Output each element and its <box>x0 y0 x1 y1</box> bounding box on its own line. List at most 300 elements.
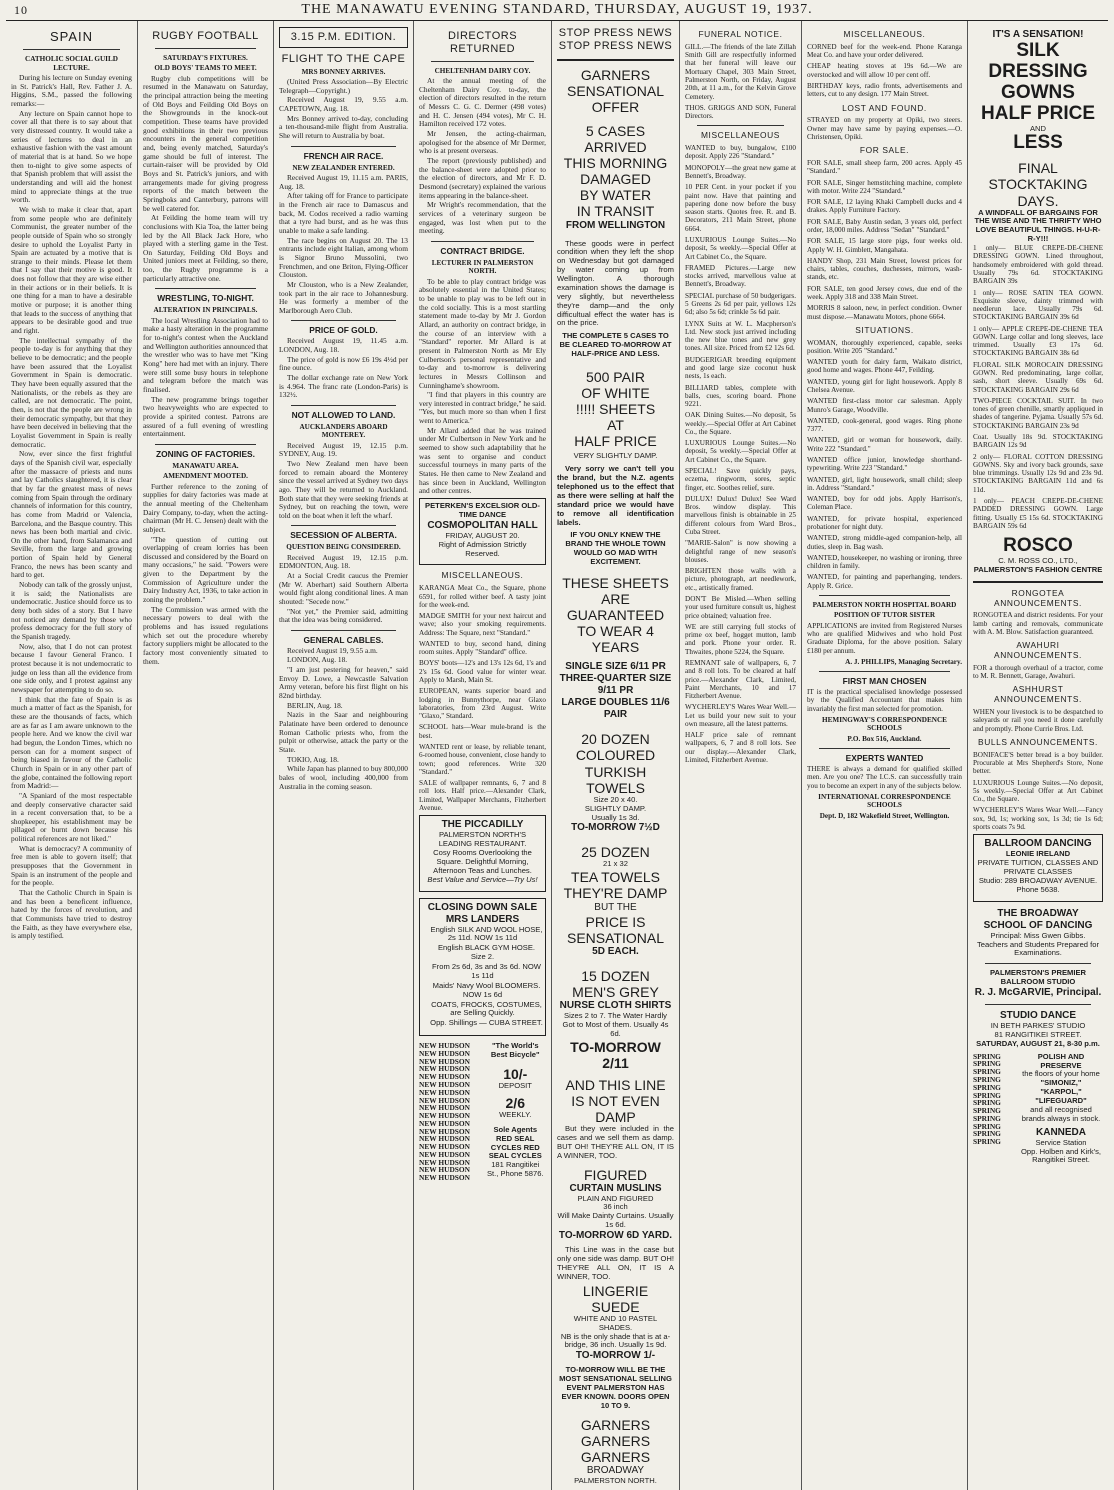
masthead-title: THE MANAWATU EVENING STANDARD, THURSDAY, AUGUST 19, 1937. <box>301 2 813 17</box>
ad-garners-intro: These goods were in perfect condition when they left the shop on Wednesday but got damaged by water coming up from Wellington. A thorough examination shows the damage is very slightly, but nevertheless they're damp—and the only difficultual effect the water has is on the price. <box>557 238 674 328</box>
funeral-text: THOS. GRIGGS AND SON, Funeral Directors. <box>685 103 796 121</box>
studio-date: SATURDAY, AUGUST 21, 8-30 p.m. <box>976 1038 1100 1048</box>
classified-ad: WANTED rent or lease, by reliable tenant, 6-roomed house, convenient, close handy to town; good references. Write 320 "Standard." <box>419 743 546 776</box>
classified-ad: DULUX! Dulux! Dulux! See Ward Bros. window display. This marvellous finish is obtainable in 25 different colours from Ward Bros., Cuba Street. <box>685 494 796 536</box>
article-paragraph: Two New Zealand men have been forced to remain aboard the Monterey since the vessel arrived at Sydney two days ago. They will be returned to Auckland. Both state that they were seeking friends at Sydney, but on reaching the town, were told on the boat when it left the wharf. <box>279 458 408 520</box>
article-paragraph: The local Wrestling Association had to make a hasty alteration in the programme for to-night's contest when the Auckland and Wellington authorities announced that the wrestler who was to have met "King Kong" here had met with an injury. There were still some busy hours in telephone and telegram before the match was finalised. <box>143 315 268 394</box>
classified-ad: WOMAN, thoroughly experienced, capable, seeks position. Write 205 "Standard." <box>807 338 962 355</box>
ad-hudson-slogan: "The World's Best Bicycle" <box>490 1041 540 1060</box>
article-wrestling-body <box>143 317 268 439</box>
ad-half-price: HALF PRICE <box>981 102 1095 124</box>
classified-ad: MADGE SMITH for your next haircut and wave; also your smoking requirements. Address: The Square, next "Standard." <box>419 612 546 637</box>
article-flight-body <box>279 78 408 141</box>
article-paragraph: At the annual meeting of the Cheltenham Dairy Coy. to-day, the election of directors resulted in the return of Messrs C. G. C. Dermer (498 votes) and H. C. Jensen (494 votes), Mr C. H. Hamilton received 172 votes. <box>419 76 546 129</box>
article-gold-body <box>279 337 408 400</box>
ad-hudson-agents: Sole Agents RED SEAL CYCLES RED SEAL CYCLES <box>488 1124 542 1161</box>
article-alberta-body <box>279 554 408 625</box>
ad-sheets-three-quarter: THREE-QUARTER SIZE 9/11 PR <box>559 673 672 697</box>
ad-garners-offer-word: OFFER <box>591 98 640 115</box>
ics-addr: Dept. D, 182 Wakefield Street, Wellington. <box>819 811 950 820</box>
rosco-logo: ROSCO <box>1003 535 1073 557</box>
article-paragraph: Any lecture on Spain cannot hope to cover all that there is to say about that very distressed country. It would take a series of lectures to deal in an exhaustive fashion with the vast amount of material that is at hand. So we hope then to-night to give some aspects of that Spanish problem that will assist the understanding and will aid the honest mind to appreciate things at the true worth. <box>11 108 132 205</box>
article-paragraph: Now, also, that I do not can protest because I favour General Franco. I protest because it is not undemocratic to judge on less than all the evidence from one side only, and I protest against any newspaper for attempting to do so. <box>11 641 132 694</box>
subhead-lecturer: LECTURER IN PALMERSTON NORTH. <box>431 258 534 276</box>
ad-suede-shades: WHITE AND 10 PASTEL SHADES. <box>573 1313 658 1332</box>
ad-muslins-plain: PLAIN AND FIGURED <box>577 1193 654 1203</box>
classified-ad: WANTED, girl, light housework, small child; sleep in. Address "Standard." <box>807 475 962 492</box>
bulls-text-3: WYCHERLEY'S Wares Wear Well.—Fancy sox, 9d, 1s; working sox, 1s 3d; tie 1s 6d; sports coats 7s 9d. <box>973 806 1103 832</box>
article-monterey-body <box>279 442 408 521</box>
awahuri-text: FOR a thorough overhaul of a tractor, come to M. R. Bennett, Garage, Awahuri. <box>973 663 1103 681</box>
ad-muslins-figured: FIGURED <box>584 1166 647 1183</box>
ad-garners-name: GARNERS <box>580 66 651 83</box>
article-paragraph: I think that the fate of Spain is as much a matter of fact as the Spanish, for these are the thousands of facts, which are as far as I am aware unknown to the people here. And we know the civil war had begun, the London Times, which no person can for a moment suspect of being biased in favour of the Catholic Church in Spain or in any other part of the globe, contained the following report from Madrid:— <box>11 694 132 791</box>
classified-ad: EUROPEAN, wants superior board and lodging in Bunnythorpe, near Glaxo laboratories, from 23rd August. Write "Glaxo," Standard. <box>419 687 546 721</box>
ad-landers-line: English SILK AND WOOL HOSE, 2s 11d. NOW 1s 11d <box>430 924 543 943</box>
ad-hudson-weekly-label: WEEKLY. <box>499 1109 532 1119</box>
kanneda-street: Rangitikei Street. <box>1032 1155 1090 1165</box>
classified-ad: BOYS' boots—12's and 13's 12s 6d, 1's and 2's 15s 6d. Good value for winter wear. Apply to Marsh, Main St. <box>419 659 546 685</box>
subhead-fixtures: SATURDAY'S FIXTURES. <box>163 53 248 62</box>
article-paragraph: Received August 19, 11.15 a.m. PARIS, Aug. 18. <box>279 172 408 191</box>
classified-ad: FOR SALE, 12 laying Khaki Campbell ducks and 4 drakes. Apply Furniture Factory. <box>807 198 962 215</box>
headline-directors: DIRECTORS RETURNED <box>447 30 518 55</box>
column-rosco <box>968 21 1108 1490</box>
spring-label: SPRING <box>973 1121 1001 1131</box>
headline-gold: PRICE OF GOLD. <box>309 325 378 336</box>
classifieds-misc-list <box>807 43 962 99</box>
premier-principal: R. J. McGARVIE, Principal. <box>974 987 1102 999</box>
heading-rongotea: RONGOTEA ANNOUNCEMENTS. <box>994 587 1082 608</box>
stocktaking-item: 1 only— BLUE CREPE-DE-CHENE DRESSING GOWN. Lined throughout, handsomely embroidered with gold thread. Usually 79s 6d. STOCKTAKING BARGAIN 39s <box>973 244 1103 286</box>
classified-ad: STRAYED on my property at Opiki, two steers. Owner may have same by paying expenses.—O. Christensen, Opiki. <box>807 116 962 141</box>
ad-garners-town: PALMERSTON NORTH. <box>574 1475 657 1485</box>
classified-ad: SALE of wallpaper remnants, 6, 7 and 8 roll lots. Half price.—Alexander Clark, Limited, Wallpaper Merchants, Fitzherbert Avenue. <box>419 779 546 812</box>
ad-garners-footer-3: GARNERS <box>580 1448 651 1465</box>
ad-shirts-nurse: NURSE CLOTH SHIRTS <box>559 999 672 1011</box>
ad-dance-title: PETERKEN'S EXCELSIOR OLD-TIME DANCE <box>425 501 540 519</box>
column-garners <box>552 21 680 1490</box>
article-paragraph: The intellectual sympathy of the people to-day is for anything that they believe to be democratic; and the people have been assured that the Loyalist Government in Spain is democratic. They have been equally assured that the Nationalists, or the rebels as they are called, are not democratic. The point, then, is not that the people are wrong in their democratic sympathy, but that they have been deceived in believing that the Loyalist Government in Spain is really democratic. <box>11 335 132 449</box>
classified-ad: BRIGHTEN those walls with a picture, photograph, art needlework, etc., artistically framed. <box>685 567 796 592</box>
ad-garners-morning: THIS MORNING <box>563 155 668 172</box>
classified-ad: WANTED youth for dairy farm, Waikato district, good home and wages. Phone 447, Feilding. <box>807 358 962 375</box>
ad-landers-line: From 2s 6d, 3s and 3s 6d. NOW 1s 11d <box>432 962 541 980</box>
experts-text: THERE is always a demand for qualified skilled men. Are you one? The I.C.S. can successfully train you to become an expert in any of the subjects below. <box>807 765 962 790</box>
ad-towels-size: Size 20 x 40. <box>593 794 638 804</box>
ad-towels-price: TO-MORROW 7½D <box>571 822 660 834</box>
classified-ad: LYNX Suits at W. L. Macpherson's Ltd. New stock just arrived including the new blue tones and new grey tones. All size. Priced from £2 12s 6d. <box>685 319 796 353</box>
ad-garners-sensational: SENSATIONAL <box>567 82 664 99</box>
classified-ad: FRAMED Pictures.—Large new stocks arrived, marvellous value at Bennett's, Broadway. <box>685 263 796 289</box>
classified-ad: HALF price sale of remnant wallpapers, 6, 7 and 8 roll lots. See our display.—Alexander Clark, Limited, Fitzherbert Avenue. <box>685 731 796 765</box>
ad-garners-event: TO-MORROW WILL BE THE MOST SENSATIONAL SELLING EVENT PALMERSTON HAS EVER KNOWN. DOORS OPEN 10 TO 9. <box>559 1365 672 1410</box>
article-paragraph: Mr Jensen, the acting-chairman, apologised for the absence of Mr Dermer, who is at present overseas. <box>419 129 546 156</box>
article-paragraph: (United Press Association—By Electric Telegraph—Copyright.) <box>279 77 408 95</box>
ashhurst-text: WHEN your livestock is to be despatched to saleyards or rail you need it done carefully and promptly. Phone Currie Bros. Ltd. <box>973 708 1103 733</box>
article-paragraph: Received August 19, 12.15 p.m. SYDNEY, Aug. 19. <box>279 440 408 459</box>
headline-not-allowed: NOT ALLOWED TO LAND. <box>291 409 396 420</box>
polish-brands: "SIMONIZ," "KARPOL," "LIFEGUARD" <box>1035 1078 1087 1106</box>
article-paragraph: During his lecture on Sunday evening in St. Patrick's Hall, Rev. Father J. A. Higgins, S.M., passed the following remarks:— <box>11 73 132 109</box>
ad-hudson-address: 181 Rangitikei St., Phone 5876. <box>486 1160 544 1179</box>
ad-towels-turkish: TURKISH TOWELS <box>584 763 647 796</box>
ad-garners-wellington: FROM WELLINGTON <box>565 219 666 231</box>
page-number: 10 <box>14 2 28 17</box>
ad-garners-complete: THE COMPLETE 5 CASES TO BE CLEARED TO-MORROW AT HALF-PRICE AND LESS. <box>559 331 672 359</box>
article-paragraph: Received August 19, 12.15 p.m. EDMONTON, Aug. 18. <box>279 552 408 571</box>
classified-ad: DON'T Be Misled.—When selling your used furniture consult us, highest price obtained; valuation free. <box>685 594 796 620</box>
article-paragraph: Further reference to the zoning of supplies for dairy factories was made at the annual meeting of the Cheltenham Dairy Company, to-day, when the acting-chairman (Mr H. C. Jensen) dealt with the subject. <box>143 481 268 534</box>
hudson-label: NEW HUDSON <box>419 1134 470 1144</box>
ad-sheets-double: LARGE DOUBLES 11/6 PAIR <box>561 697 670 721</box>
ad-garners-damaged: DAMAGED <box>580 171 651 188</box>
hudson-label: NEW HUDSON <box>419 1064 470 1074</box>
ad-sheets-note: Very sorry we can't tell you the brand, but the N.Z. agents telephoned us to the effect that as there were selling at half the standard price we would have to remove all identification labels. <box>557 464 674 527</box>
article-zoning-body <box>143 483 268 667</box>
ad-sheets-word: !!!!! SHEETS <box>575 401 656 418</box>
ad-piccadilly-sub: PALMERSTON NORTH'S LEADING RESTAURANT. <box>438 830 527 849</box>
ad-landers-line: COATS, FROCKS, COSTUMES, are Selling Quickly. <box>431 999 542 1018</box>
classifieds-lost <box>807 116 962 141</box>
classifieds-list <box>685 144 796 764</box>
classified-ad: FOR SALE, 15 large store pigs, four weeks old. Apply W. H. Gimblett, Mangahata. <box>807 237 962 254</box>
ad-final-stocktaking: FINAL STOCKTAKING DAYS. <box>988 160 1088 209</box>
ad-new-hudson <box>419 1042 546 1182</box>
classified-ad: MONOPOLY—the great new game at Bennett's, Broadway. <box>685 163 796 181</box>
heading-misc-2: MISCELLANEOUS <box>700 130 780 141</box>
hudson-label: NEW HUDSON <box>419 1103 470 1113</box>
article-paragraph: Nobody can talk of the grossly unjust, it is said; the Nationalists are undemocratic. Justice should force us to deny both sides of a story. But I have not noticed any demand by those who profess democracy for the full story of the Spanish tragedy. <box>11 580 132 642</box>
ad-not-damp-note: But they were included in the cases and we sell them as damp. BUT OH! THEY'RE ALL ON, IT IS A WINNER, TOO. <box>557 1124 674 1160</box>
ad-tea-qty: 25 DOZEN <box>581 844 650 861</box>
ad-hudson-list <box>419 1042 481 1182</box>
subhead-monterey: AUCKLANDERS ABOARD MONTEREY. <box>299 422 388 440</box>
spring-label: SPRING <box>973 1051 1001 1061</box>
classified-ad: WANTED to buy, bungalow, £100 deposit. Apply 226 "Standard." <box>685 144 796 161</box>
ad-shirts-note: Sizes 2 to 7. The Water Hardly Got to Most of them. Usually 4s 6d. <box>562 1010 669 1038</box>
ad-garners-cases: 5 CASES <box>585 123 646 139</box>
ad-silk: SILK <box>1016 40 1060 61</box>
classified-ad: BIRTHDAY keys, radio fronts, advertisements and letters, cut to any design. 177 Main Street. <box>807 81 962 99</box>
classified-ad: MORRIS 8 saloon, new, in perfect condition. Owner must dispose.—Manawatu Motors, phone 6664. <box>807 304 962 321</box>
classified-ad: WANTED office junior, knowledge shorthand-typewriting. Write 223 "Standard." <box>807 456 962 473</box>
ad-sheets-white: OF WHITE <box>581 385 650 402</box>
stocktaking-item: Coat. Usually 18s 9d. STOCKTAKING BARGAIN 12s 9d <box>973 433 1103 450</box>
stocktaking-item: 2 only— FLORAL COTTON DRESSING GOWNS. Sky and ivory back grounds, saxe blue trimmings. Usually 12s 9d and 23s 9d. STOCKTAKING BARGAIN 11d and 6s 11d. <box>973 452 1103 494</box>
classified-ad: WANTED, cook-general, good wages. Ring phone 7377. <box>807 416 962 434</box>
hudson-label: NEW HUDSON <box>419 1041 470 1051</box>
article-paragraph: Received August 19, 9.55 a.m. CAPETOWN, Aug. 18. <box>279 95 408 114</box>
headline-experts: EXPERTS WANTED <box>845 753 924 764</box>
headline-air-race: FRENCH AIR RACE. <box>303 150 384 161</box>
edition-label: 3.15 P.M. EDITION. <box>290 31 397 43</box>
hospital-board-title: PALMERSTON NORTH HOSPITAL BOARD <box>812 600 957 609</box>
ad-shirts-grey: MEN'S GREY <box>572 983 659 1000</box>
spring-label: SPRING <box>973 1067 1001 1077</box>
ad-premier-studio <box>973 969 1103 999</box>
ad-rosco-items <box>973 244 1103 530</box>
column-classifieds-2 <box>802 21 968 1490</box>
ad-dance-day: FRIDAY, AUGUST 20. <box>445 530 520 540</box>
article-paragraph: The price of gold is now £6 19s 4½d per fine ounce. <box>279 354 408 373</box>
heading-situations: SITUATIONS. <box>855 324 914 335</box>
classified-ad: "MARIE-Salon" is now showing a delightful range of new season's blouses. <box>685 539 796 564</box>
article-paragraph: To be able to play contract bridge was absolutely essential in the United States; to be unable to play was to be left out in the cold socially. This is a most startling statement made to-day by Mr J. Gordon Allard, an authority on contract bridge, in the course of an interview with a "Standard" reporter. Mr Allard is at present in Palmerston North as Mr Ely Culbertson's personal representative and to-day and to-morrow is delivering lectures in Messrs Collinson and Cunninghame's showroom. <box>419 276 546 390</box>
ad-sheets-qty: 500 PAIR <box>586 368 645 385</box>
ad-garners-transit: IN TRANSIT <box>576 203 655 220</box>
article-paragraph: The dollar exchange rate on New York is 4.964. The franc rate (London-Paris) is 132½. <box>279 372 408 400</box>
ballroom-tuition: PRIVATE TUITION, CLASSES AND PRIVATE CLASSES <box>977 858 1099 877</box>
classified-ad: BILLIARD tables, complete with balls, cues, scoring board. Phone 9221. <box>685 383 796 409</box>
ad-tea-but: BUT THE <box>594 901 637 913</box>
first-man-text: IT is the practical specialised knowledge possessed by the Qualified Accountant that makes him invariably the first man selected for promotion. <box>807 688 962 713</box>
classified-ad: WANTED, strong middle-aged companion-help, all duties, sleep in. Bag wash. <box>807 534 962 551</box>
ics-title: INTERNATIONAL CORRESPONDENCE SCHOOLS <box>818 792 951 810</box>
ad-studio-dance <box>973 1010 1103 1049</box>
hudson-label: NEW HUDSON <box>419 1056 470 1066</box>
hospital-text: APPLICATIONS are invited from Registered Nurses who are qualified Midwives and who hold Post Graduate Diploma, for the above position. Salary £180 per annum. <box>807 621 962 655</box>
ad-garners-footer-1: GARNERS <box>580 1416 651 1433</box>
article-cables-body <box>279 647 408 792</box>
spring-label: SPRING <box>973 1082 1001 1092</box>
ad-tea-size: 21 x 32 <box>603 859 628 869</box>
stocktaking-item: 1 only— APPLE CREPE-DE-CHENE TEA GOWN. Large collar and long sleeves, lace trimmed. Usually £3 17s 6d. STOCKTAKING BARGAIN 38s 6d <box>973 324 1103 358</box>
headline-general-cables: GENERAL CABLES. <box>303 634 384 645</box>
hudson-label: NEW HUDSON <box>419 1149 470 1159</box>
hudson-label: NEW HUDSON <box>419 1048 470 1058</box>
classified-ad: WANTED, housekeeper, no washing or ironing, three children in family. <box>807 553 962 571</box>
ad-towels-usual: Usually 1s 3d. <box>591 812 640 822</box>
ad-landers-line: English BLACK GYM HOSE. Size 2. <box>437 943 536 962</box>
ad-garners-offer <box>557 67 674 1486</box>
polish-stock: and all recognised brands always in stock. <box>1021 1104 1101 1123</box>
article-paragraph: TOKIO, Aug. 18. <box>287 754 339 764</box>
ballroom-title: BALLROOM DANCING <box>984 838 1092 850</box>
stocktaking-item: TWO-PIECE COCKTAIL SUIT. In two tones of green chenille, smartly appliqued in shades of tangerine. Pyjama. Usually 57s 6d. STOCKTAKING BARGAIN 23s 9d <box>973 396 1103 430</box>
ad-hudson-deposit-label: DEPOSIT <box>498 1080 532 1090</box>
hemingway-title: HEMINGWAY'S CORRESPONDENCE SCHOOLS <box>822 716 947 733</box>
column-directors <box>414 21 552 1490</box>
ad-sheets-knew: IF YOU ONLY KNEW THE BRAND THE WHOLE TOWN WOULD GO MAD WITH EXCITEMENT. <box>565 530 666 567</box>
classified-ad: CORNED beef for the week-end. Phone Karanga Meat Co. and have your order delivered. <box>807 42 962 60</box>
ad-rosco-sign <box>973 536 1103 575</box>
ad-landers <box>419 898 546 1037</box>
classified-ad: WANTED to buy, second hand, dining room suites. Apply "Standard" office. <box>419 639 546 657</box>
ad-piccadilly <box>419 815 546 891</box>
article-paragraph: Nazis in the Saar and neighbouring Palatinate have been ordered to denounce Roman Catholic priests who, from the pulpit or otherwise, attack the party or the State. <box>279 710 408 755</box>
heading-lost-found: LOST AND FOUND. <box>842 102 927 113</box>
article-paragraph: That the Catholic Church in Spain is and has been a beneficent influence, hated by the forces of revolution, and that Communists have tried to destroy the Faith, as they have everywhere else, is amply testified. <box>11 888 132 941</box>
ad-tea-price: 5D EACH. <box>592 945 639 957</box>
ad-hudson-weekly: 2/6 <box>505 1094 525 1111</box>
article-paragraph: "I find that players in this country are very interested in contract bridge," he said. "Yes, but much more so than when I first went to America." <box>419 390 546 426</box>
column-classifieds <box>680 21 802 1490</box>
heading-ashhurst: ASHHURST ANNOUNCEMENTS. <box>994 684 1082 705</box>
classified-ad: CHEAP heating stoves at 19s 6d.—We are overstocked and will allow 10 per cent off. <box>807 62 962 79</box>
classified-ad: SCHOOL hats—Wear mule-brand is the best. <box>419 723 546 740</box>
article-paragraph: Now, ever since the first frightful days of the Spanish civil war, especially after the massacre of priests and nuns and lay Catholics slaughtered, it is clear that by far the greatest mass of news coming from Spain through the ordinary channels of information for this country, has come from Madrid or Valencia, Barcelona, and the Basque country. This news has been both martial and civic. On the other hand, from Salamanca and Seville, from the large and growing portion of Spain held by General Franco, the news has been scanty and hard to get. <box>11 449 132 580</box>
ad-rosco-gowns <box>973 29 1103 244</box>
ad-landers-lines <box>422 926 543 1029</box>
ad-and: AND <box>1029 123 1047 133</box>
hospital-sign: A. J. PHILLIPS, Managing Secretary. <box>845 657 962 666</box>
studio-street: 81 RANGITIKEI STREET. <box>994 1029 1082 1039</box>
classified-ad: HANDY Shop, 231 Main Street, lowest prices for chairs, tables, couches, duchesses, mirrors, wash-stands, etc. <box>807 256 962 282</box>
ad-windfall: A WINDFALL OF BARGAINS FOR THE WISE AND THE THRIFTY WHO LOVE BEAUTIFUL THINGS. H-U-R-R-Y!!! <box>974 207 1102 244</box>
ad-sheets-damp: VERY SLIGHTLY DAMP. <box>573 451 658 461</box>
article-paragraph: The report (previously published) and the balance-sheet were adopted prior to the election of directors, and Mr F. D. Desmond (secretary) explained the various items appearing in the balance-sheet. <box>419 156 546 200</box>
stop-press-2: STOP PRESS NEWS <box>558 39 673 52</box>
rosco-company: C. M. ROSS CO., LTD., <box>998 556 1078 565</box>
classified-ad: WANTED, girl or woman for housework, daily. Write 222 "Standard." <box>807 436 962 453</box>
article-paragraph: Mrs Bonney arrived to-day, concluding a ten-thousand-mile flight from Australia. She will return to Australia by boat. <box>279 113 408 141</box>
ad-garners-footer-2: GARNERS <box>580 1432 651 1449</box>
heading-for-sale: FOR SALE. <box>859 145 910 156</box>
column-spain <box>6 21 138 1490</box>
stocktaking-item: 1 only— PEACH CREPE-DE-CHENE PADDED DRESSING GOWN. Large fitting. Usually £5 15s 6d. STOCKTAKING BARGAIN 59s 6d <box>973 496 1103 530</box>
ad-sheets-half-price: HALF PRICE <box>574 433 657 450</box>
ad-muslins-width: 36 inch <box>603 1202 628 1212</box>
heading-funeral: FUNERAL NOTICE. <box>698 29 783 39</box>
kanneda-service: Service Station <box>1035 1137 1087 1147</box>
classified-ad: FOR SALE, small sheep farm, 200 acres. Apply 45 "Standard." <box>807 159 962 176</box>
ad-landers-title: CLOSING DOWN SALE MRS LANDERS <box>427 901 538 925</box>
spring-label: SPRING <box>973 1129 1001 1139</box>
ad-hudson-deposit: 10/- <box>503 1065 528 1082</box>
article-paragraph: Rugby club competitions will be resumed in the Manawatu on Saturday, the principal attraction being the meeting of Old Boys and Feilding Old Boys on the Showgrounds in the knock-out competition. These teams have provided good exhibitions in their two previous encounters in the general competition and, being evenly matched, Saturday's game should be full of interest. The curtain-raiser will be provided by Old Boys and St. Patrick's juniors, and with arrangements made for giving progress reports of the match between the Springboks and Canterbury, patrons will be well catered for. <box>143 73 268 213</box>
studio-venue: IN BETH PARKES' STUDIO <box>990 1021 1086 1031</box>
stop-press-1: STOP PRESS NEWS <box>558 27 673 39</box>
funeral-notice <box>685 43 796 121</box>
classifieds-misc <box>419 584 546 812</box>
ad-hudson-side <box>485 1042 547 1182</box>
ad-broadway-school <box>973 908 1103 959</box>
spring-label: SPRING <box>973 1098 1001 1108</box>
ad-muslins-note: Will Make Dainty Curtains. Usually 1s 6d. <box>557 1211 674 1230</box>
article-paragraph: At Feilding the home team will try conclusions with Kia Toa, the latter being led by the All Black Jack Hore, who played with a sterling game in the Test. On Saturday, Feilding Old Boys and United juniors meet at Feilding, so there, too, the Rugby programme is a particularly attractive one. <box>143 213 268 283</box>
classifieds-situations <box>807 339 962 590</box>
ad-piccadilly-title: THE PICCADILLY <box>441 819 524 831</box>
ballroom-teacher: LEONIE IRELAND <box>1005 849 1071 859</box>
ad-sheets-guaranteed: THESE SHEETS ARE GUARANTEED TO WEAR 4 YEARS <box>562 574 669 656</box>
hudson-label: NEW HUDSON <box>419 1173 470 1183</box>
article-rugby-body <box>143 75 268 284</box>
ad-tea-damp: THEY'RE DAMP <box>563 885 668 902</box>
spring-label: SPRING <box>973 1075 1001 1084</box>
column-sport <box>138 21 274 1490</box>
ad-piccadilly-text: Cosy Rooms Overlooking the Square. Delightful Morning, Afternoon Teas and Lunches. <box>433 848 532 875</box>
hudson-label: NEW HUDSON <box>419 1095 470 1105</box>
heading-bulls: BULLS ANNOUNCEMENTS. <box>978 736 1098 747</box>
classified-ad: WANTED first-class motor car salesman. Apply Munro's Garage, Woodville. <box>807 397 962 414</box>
heading-misc: MISCELLANEOUS. <box>441 570 524 581</box>
article-paragraph: "Not yet," the Premier said, admitting that the idea was being considered. <box>279 606 408 625</box>
column-cables <box>274 21 414 1490</box>
article-paragraph: "A Spaniard of the most respectable and deeply conservative character said in a recent conversation that, to be a shopkeeper, his establishment may be pillaged or burnt down because his political references are not liked." <box>11 790 132 844</box>
classified-ad: FOR SALE, ten good Jersey cows, due end of the week. Apply 318 and 338 Main Street. <box>807 284 962 301</box>
classified-ad: SPECIAL! Save quickly pays, eczema, ringworm, sores, septic finger, etc. Soothes relief, sure. <box>685 467 796 492</box>
subhead-bonney: MRS BONNEY ARRIVES. <box>301 67 386 76</box>
ad-towels-qty: 20 DOZEN <box>581 731 650 748</box>
classified-ad: OAK Dining Suites.—No deposit, 5s weekly.—Special Offer at Art Cabinet Co., the Square. <box>685 411 796 436</box>
headline-first-man: FIRST MAN CHOSEN <box>842 676 927 687</box>
article-paragraph: We wish to make it clear that, apart from some people who are definitely Communist, the greater number of the people outside of Spain who so strongly desire to uphold the Loyalist Party in Spain are actuated by a motive that is strange to their minds. Please let them that I say that their motive is good. It does not follow that they are wise either in their actions or in their beliefs. It is one thing for a man to have a desirable motive or purpose; it is another thing that leads to the success of anything that appears to be desirable good and true and right. <box>11 204 132 336</box>
kanneda-name: KANNEDA <box>1036 1126 1086 1138</box>
article-paragraph: BERLIN, Aug. 18. <box>287 700 343 710</box>
ad-sheets-at: AT <box>607 417 624 434</box>
article-paragraph: LONDON, Aug. 18. <box>287 655 348 665</box>
classified-ad: WANTED, for painting and paperhanging, tenders. Apply R. Grice. <box>807 573 962 590</box>
ad-landers-line: Maids' Navy Wool BLOOMERS. NOW 1s 6d <box>432 980 541 999</box>
article-paragraph: "I am just pestering for heaven," said Envoy D. Lowe, a Newcastle Salvation Army veteran, before his first flight on his 82nd birthday. <box>279 665 408 701</box>
hudson-label: NEW HUDSON <box>419 1111 470 1121</box>
ad-gowns: GOWNS <box>1001 81 1075 103</box>
hudson-label: NEW HUDSON <box>419 1165 470 1175</box>
hudson-label: NEW HUDSON <box>419 1079 470 1089</box>
ad-less: LESS <box>1013 132 1063 154</box>
headline-wrestling: WRESTLING, TO-NIGHT. <box>157 293 254 304</box>
classifieds-sale <box>807 159 962 321</box>
ad-not-damp: AND THIS LINE IS NOT EVEN DAMP <box>565 1076 666 1125</box>
classified-ad: WYCHERLEY'S Wares Wear Well.—Let us build your new suit to your own measure, all the latest patterns. <box>685 703 796 728</box>
article-paragraph: Mr Allard added that he was trained under Mr Culbertson in New York and he seemed to show such adaptability that he was sent to organise and conduct successful tourneys in many parts of the States. He then came to New Zealand and has since been in Auckland, Wellington and other centres. <box>419 425 546 496</box>
ad-tea-price-is: PRICE IS <box>585 913 646 930</box>
classified-ad: WE are still carrying full stocks of prime ox beef, hogget mutton, lamb and pork. Phone your order. R. Thwaites, phone 5224, the Square. <box>685 622 796 656</box>
hospital-position: POSITION OF TUTOR SISTER <box>833 611 936 620</box>
stocktaking-item: 1 only— ROSE SATIN TEA GOWN. Exquisite sleeve, dainty trimmed with needlerun lace. Usually 79s 6d. STOCKTAKING BARGAIN 39s 6d <box>973 288 1103 322</box>
article-paragraph: After taking off for France to participate in the French air race to Damascus and back, M. Codos received a radio warning that a tyre had burst, and as he was thus unable to make a safe landing. <box>279 191 408 235</box>
polish-block <box>1019 1053 1103 1166</box>
spring-label: SPRING <box>973 1090 1001 1100</box>
article-paragraph: The new programme brings together two heavyweights who are expected to provide a spirited contest. Patrons are assured of a full evening of wrestling entertainment. <box>143 394 268 439</box>
subhead-question: QUESTION BEING CONSIDERED. <box>286 543 401 552</box>
article-paragraph: Mr Clouston, who is a New Zealander, took part in the air race to Johannesburg. He was formerly a member of the Marlborough Aero Club. <box>279 279 408 315</box>
rongotea-text: RONGOTEA and district residents. For your lamb carting and removals, communicate with A. M. Blow. Satisfaction guaranteed. <box>973 611 1103 636</box>
ad-suede-note: This Line was in the case but only one side was damp. BUT OH! THEY'RE ALL ON, IT IS A WINNER, TOO. <box>557 1245 674 1281</box>
subhead-cheltenham: CHELTENHAM DAIRY COY. <box>434 66 531 75</box>
subhead-old-boys: OLD BOYS' TEAMS TO MEET. <box>154 64 257 73</box>
ad-piccadilly-tag: Best Value and Service—Try Us! <box>427 874 538 884</box>
columns <box>6 21 1108 1485</box>
headline-bridge: CONTRACT BRIDGE. <box>440 245 525 256</box>
funeral-text: GILL.—The friends of the late Zillah Smith Gill are respectfully informed that her funeral will leave our Mortuary Chapel, 303 Main Street, Palmerston North, on Friday, August 20th, at 11 a.m., for the Kelvin Grove Cemetery. <box>685 42 796 101</box>
classified-ad: REMNANT sale of wallpapers, 6, 7 and 8 roll lots. To be cleared at half price.—Alexander Clark, Limited, Paint Merchants, 10 and 17 Fitzherbert Avenue. <box>685 658 796 701</box>
ad-towels-coloured: COLOURED <box>575 747 656 764</box>
heading-misc-3: MISCELLANEOUS. <box>843 29 926 39</box>
article-paragraph: The race begins on August 20. The 13 entrants include eight Italian, among whom is Signor Bruno Mussolini, two Frenchmen, and one Briton, Flying-Officer Clouston. <box>279 235 408 280</box>
ad-dance-note: Right of Admission Strictly Reserved. <box>438 539 527 558</box>
ad-suede-lingerie: LINGERIE <box>582 1282 649 1299</box>
article-bridge-body <box>419 278 546 496</box>
broadway-title: THE BROADWAY <box>997 907 1079 919</box>
classified-ad: WANTED, boy for odd jobs. Apply Harrison's, Coleman Place. <box>807 495 962 512</box>
hudson-label: NEW HUDSON <box>419 1157 470 1167</box>
masthead <box>6 0 1108 21</box>
classified-ad: WANTED, for private hospital, experienced probationer for night duty. <box>807 514 962 531</box>
subhead-nz-entered: NEW ZEALANDER ENTERED. <box>292 163 395 172</box>
article-directors-body <box>419 77 546 236</box>
stocktaking-item: FLORAL SILK MOROCAIN DRESSING GOWN. Red predominating, large collar, sash, short sleeve. Usually 69s 6d. STOCKTAKING BARGAIN 29s 6d <box>973 360 1103 394</box>
bulls-text-2: LUXURIOUS Lounge Suites.—No deposit, 5s weekly.—Special Offer at Art Cabinet Co., the Square. <box>973 778 1103 804</box>
ad-muslins-price: TO-MORROW 6D YARD. <box>558 1230 673 1242</box>
polish-sub: the floors of your home <box>1022 1069 1100 1079</box>
classified-ad: FOR SALE, Baby Austin sedan, 3 years old, perfect order, 18,000 miles. Address "Sedan" "Standard." <box>807 217 962 234</box>
polish-title: POLISH AND PRESERVE <box>1037 1051 1085 1070</box>
hudson-label: NEW HUDSON <box>419 1087 470 1097</box>
article-paragraph: The Commission was armed with the necessary powers to deal with the problems and has issued regulations which set out the procedure whereby factory suppliers might be allocated to the factory most conveniently situated to them. <box>143 604 268 666</box>
classified-ad: 10 PER Cent. in your pocket if you paint now. Have that painting and papering done now before the busy season starts. Quotes free. R. and B. Decorators, 211 Main Street, phone 6664. <box>685 183 796 233</box>
